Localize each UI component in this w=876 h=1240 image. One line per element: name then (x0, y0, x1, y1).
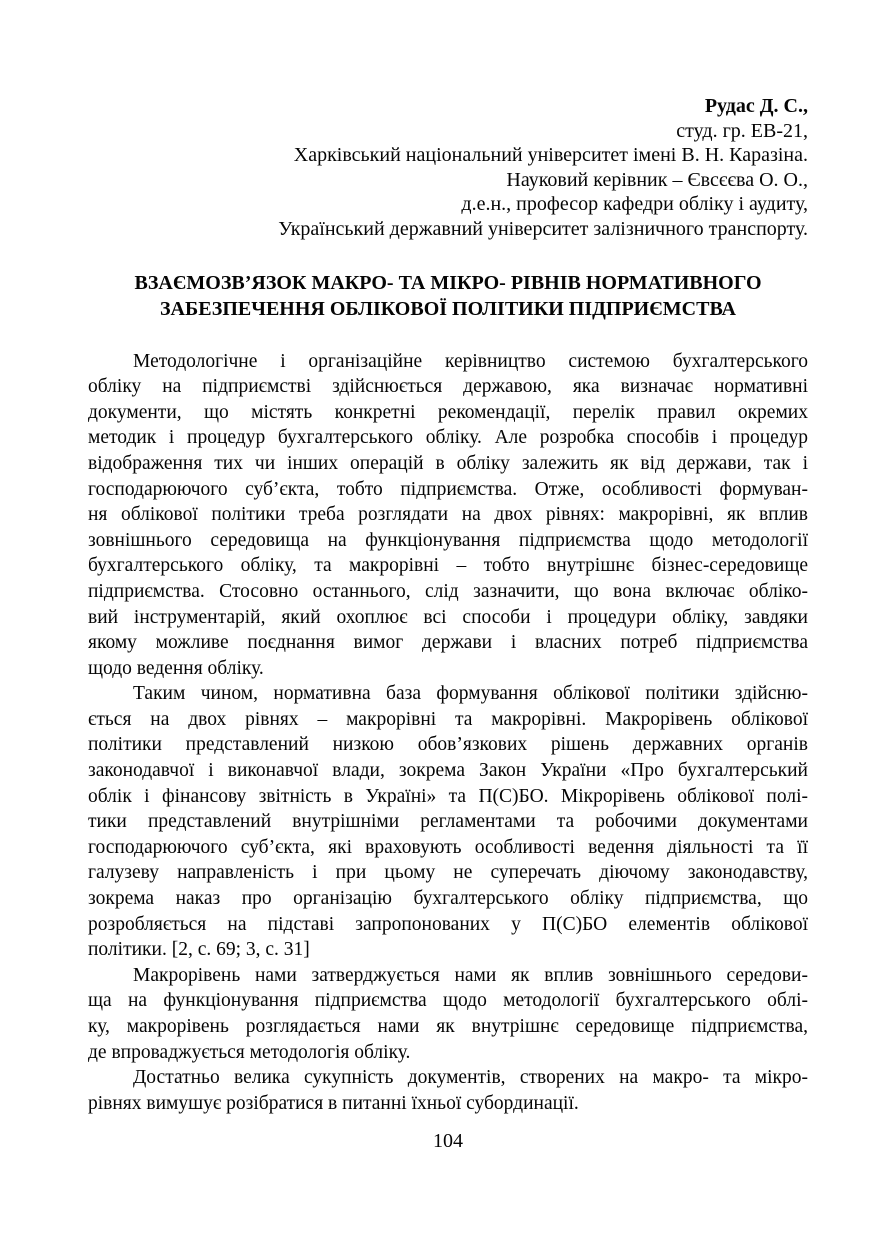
text-line: облік і фінансову звітність в Україні» та П(С)БО. Мікрорівень облікової полі- (88, 785, 808, 807)
author-line: студ. гр. ЕВ-21, (676, 119, 808, 142)
text-line: ку, макрорівень розглядається нами як внутрішнє середовище підприємства, (88, 1016, 808, 1037)
text-line: обліку на підприємстві здійснюється державою, яка визначає нормативні (88, 376, 808, 398)
text-line: політики представлений низкою обов’язкових рішень державних органів (88, 734, 808, 756)
text-line: якому можливе поєднання вимог держави і власних потреб підприємства (88, 632, 808, 654)
text-line: де впроваджується методологія обліку. (88, 1041, 411, 1063)
text-line: зокрема наказ про організацію бухгалтерського обліку підприємства, що (88, 888, 808, 910)
text-line: Достатньо велика сукупність документів, створених на макро- та мікро- (133, 1067, 808, 1089)
paragraph (88, 963, 808, 1065)
author-line: Науковий керівник – Євсєєва О. О., (506, 168, 808, 191)
title-line: ВЗАЄМОЗВ’ЯЗОК МАКРО- ТА МІКРО- РІВНІВ НОРМАТИВНОГО (134, 271, 762, 294)
text-line: розробляється на підставі запропонованих у П(С)БО елементів облікової (88, 913, 808, 935)
text-column (88, 0, 808, 1116)
text-line: Таким чином, нормативна база формування облікової політики здійсню- (133, 683, 808, 705)
author-block (88, 94, 808, 242)
text-line: щодо ведення обліку. (88, 657, 264, 679)
text-line: Методологічне і організаційне керівництво системою бухгалтерського (133, 350, 808, 372)
text-line: підприємства. Стосовно останнього, слід зазначити, що вона включає обліко- (88, 580, 808, 602)
text-line: методик і процедур бухгалтерського обліку. Але розробка способів і процедур (88, 427, 808, 449)
text-line: господарюючого суб’єкта, які враховують особливості ведення діяльності та її (88, 836, 808, 858)
author-line: д.е.н., професор кафедри обліку і аудиту, (461, 193, 808, 216)
author-line: Український державний університет залізничного транспорту. (278, 217, 808, 240)
author-line: Рудас Д. С., (704, 95, 808, 117)
author-line: Харківський національний університет імені В. Н. Каразіна. (293, 144, 808, 167)
text-line: тики представлений внутрішніми регламентами та робочими документами (88, 811, 808, 833)
title-line: ЗАБЕЗПЕЧЕННЯ ОБЛІКОВОЇ ПОЛІТИКИ ПІДПРИЄМСТВА (160, 297, 736, 320)
text-line: зовнішнього середовища на функціонування підприємства щодо методології (88, 529, 808, 551)
text-line: ня облікової політики треба розглядати на двох рівнях: макрорівні, як вплив (88, 504, 808, 526)
text-line: господарюючого суб’єкта, тобто підприємства. Отже, особливості формуван- (88, 478, 808, 500)
text-line: бухгалтерського обліку, та макрорівні – тобто внутрішнє бізнес-середовище (88, 555, 808, 577)
text-line: законодавчої і виконавчої влади, зокрема Закон України «Про бухгалтерський (88, 760, 808, 782)
text-line: документи, що містять конкретні рекомендації, перелік правил окремих (88, 401, 808, 423)
text-line: відображення тих чи інших операцій в обліку залежить як від держави, так і (88, 452, 808, 474)
article-title (88, 270, 808, 322)
text-line: вий інструментарій, який охоплює всі способи і процедури обліку, завдяки (88, 606, 808, 628)
text-line: галузеву направленість і при цьому не суперечать діючому законодавству, (88, 862, 808, 884)
body-text (88, 349, 808, 1117)
text-line: рівнях вимушує розібратися в питанні їхньої субординації. (88, 1092, 579, 1114)
text-line: політики. [2, с. 69; 3, с. 31] (88, 939, 310, 961)
text-line: Макрорівень нами затверджується нами як вплив зовнішнього середови- (133, 964, 808, 986)
page-number: 104 (433, 1130, 463, 1152)
text-line: ється на двох рівнях – макрорівні та макрорівні. Макрорівень облікової (88, 708, 808, 730)
paragraph (88, 681, 808, 963)
paragraph (88, 349, 808, 682)
text-line: ща на функціонування підприємства щодо методології бухгалтерського облі- (88, 990, 808, 1012)
paragraph (88, 1065, 808, 1116)
